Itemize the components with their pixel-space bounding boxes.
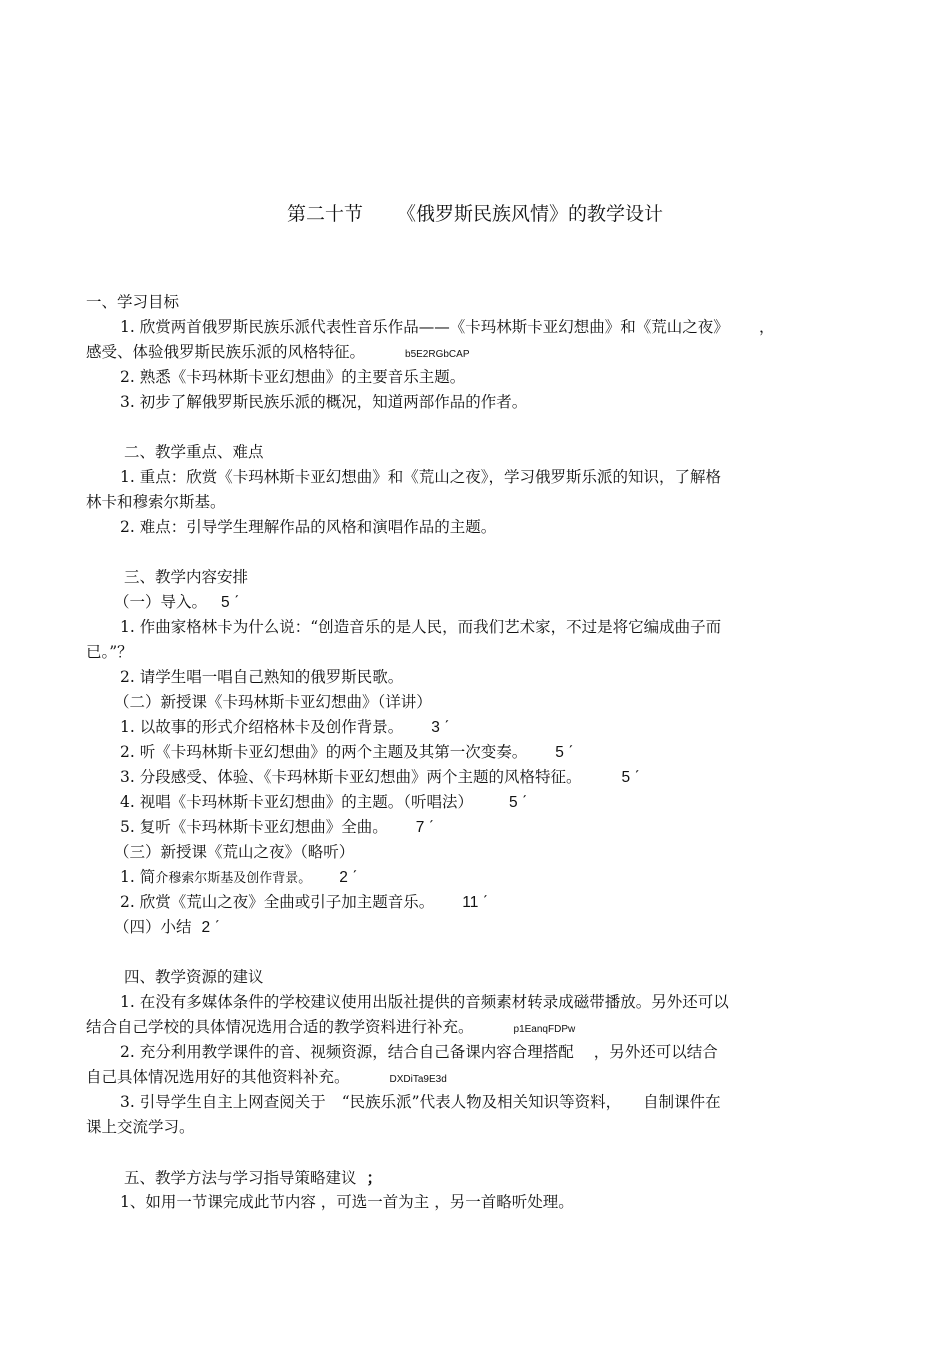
- intro-item-1-line-1: 1. 作曲家格林卡为什么说：“创造音乐的是人民，而我们艺术家，不过是将它编成曲子而: [120, 618, 722, 636]
- section-heading-resources: 四、教学资源的建议: [124, 968, 264, 986]
- resource-1-line-2: 结合自己学校的具体情况选用合适的教学资料进行补充。 p1EanqFDPw: [86, 1018, 576, 1036]
- bald-mountain-item-2: 2. 欣赏《荒山之夜》全曲或引子加主题音乐。 11 ˊ: [120, 893, 488, 911]
- lesson-item-2: 2. 听《卡玛林斯卡亚幻想曲》的两个主题及其第一次变奏。 5 ˊ: [120, 743, 574, 761]
- time-label: 2 ˊ: [339, 869, 358, 886]
- section-heading-learning-goals: 一、学习目标: [86, 293, 180, 311]
- time-label: 5 ˊ: [508, 794, 528, 811]
- lesson-item-1: 1. 以故事的形式介绍格林卡及创作背景。 3 ˊ: [120, 718, 450, 736]
- section-heading-key-points: 二、教学重点、难点: [124, 443, 264, 461]
- lesson-item-5: 5. 复听《卡玛林斯卡亚幻想曲》全曲。 7 ˊ: [120, 818, 434, 836]
- time-label: 5 ˊ: [555, 744, 574, 761]
- watermark-code: b5E2RGbCAP: [405, 349, 470, 360]
- key-point-1-line-2: 林卡和穆索尔斯基。: [86, 493, 226, 511]
- lesson-item-4: 4. 视唱《卡玛林斯卡亚幻想曲》的主题。（听唱法） 5 ˊ: [120, 793, 528, 811]
- goal-2: 2. 熟悉《卡玛林斯卡亚幻想曲》的主要音乐主题。: [120, 368, 466, 386]
- section-heading-methods: 五、教学方法与学习指导策略建议 ；: [124, 1168, 383, 1187]
- intro-item-1-line-2: 已。”？: [86, 643, 133, 661]
- title-text: 《俄罗斯民族风情》的教学设计: [397, 203, 664, 225]
- goal-1-line-1: 1. 欣赏两首俄罗斯民族乐派代表性音乐作品——《卡玛林斯卡亚幻想曲》和《荒山之夜》 ，: [120, 318, 775, 336]
- resource-2-line-1: 2. 充分利用教学课件的音、视频资源，结合自己备课内容合理搭配 ，另外还可以结合: [120, 1043, 718, 1061]
- time-label: 5 ˊ: [621, 769, 640, 786]
- resource-2-line-2: 自己具体情况选用好的其他资料补充。 DXDiTa9E3d: [86, 1068, 447, 1086]
- subsection-new-lesson-bald-mountain: （三）新授课《荒山之夜》（略听）: [114, 843, 355, 861]
- watermark-code: p1EanqFDPw: [513, 1024, 576, 1035]
- bald-mountain-item-1: 1. 简介穆索尔斯基及创作背景。 2 ˊ: [120, 868, 358, 886]
- time-label: 2 ˊ: [201, 919, 220, 936]
- key-point-2: 2. 难点：引导学生理解作品的风格和演唱作品的主题。: [120, 518, 497, 536]
- intro-item-2: 2. 请学生唱一唱自己熟知的俄罗斯民歌。: [120, 668, 404, 686]
- goal-1-line-2: 感受、体验俄罗斯民族乐派的风格特征。 b5E2RGbCAP: [86, 343, 470, 361]
- title-section-number: 第二十节: [286, 203, 363, 225]
- lesson-item-3: 3. 分段感受、体验、《卡玛林斯卡亚幻想曲》两个主题的风格特征。 5 ˊ: [120, 768, 640, 786]
- resource-3-line-2: 课上交流学习。: [86, 1118, 195, 1136]
- resource-3-line-1: 3. 引导学生自主上网查阅关于 “民族乐派”代表人物及相关知识等资料， 自制课件在: [120, 1093, 721, 1111]
- subsection-summary: （四）小结 2 ˊ: [114, 918, 220, 936]
- section-heading-content-plan: 三、教学内容安排: [124, 568, 249, 586]
- watermark-code: DXDiTa9E3d: [389, 1074, 447, 1085]
- goal-3: 3. 初步了解俄罗斯民族乐派的概况，知道两部作品的作者。: [120, 393, 528, 411]
- time-label: 7 ˊ: [415, 819, 434, 836]
- method-1: 1、如用一节课完成此节内容 ，可选一首为主 ，另一首略听处理。: [120, 1193, 574, 1211]
- time-label: 5 ˊ: [221, 594, 240, 611]
- subsection-new-lesson-kamarinskaya: （二）新授课《卡玛林斯卡亚幻想曲》（详讲）: [114, 693, 432, 711]
- time-label: 3 ˊ: [431, 719, 450, 736]
- document-body: [86, 290, 876, 1215]
- key-point-1-line-1: 1. 重点：欣赏《卡玛林斯卡亚幻想曲》和《荒山之夜》，学习俄罗斯乐派的知识，了解格: [120, 468, 721, 486]
- document-title: [0, 200, 950, 228]
- time-label: 11 ˊ: [462, 894, 488, 911]
- resource-1-line-1: 1. 在没有多媒体条件的学校建议使用出版社提供的音频素材转录成磁带播放。另外还可以: [120, 993, 729, 1011]
- subsection-intro: （一）导入。 5 ˊ: [114, 593, 240, 611]
